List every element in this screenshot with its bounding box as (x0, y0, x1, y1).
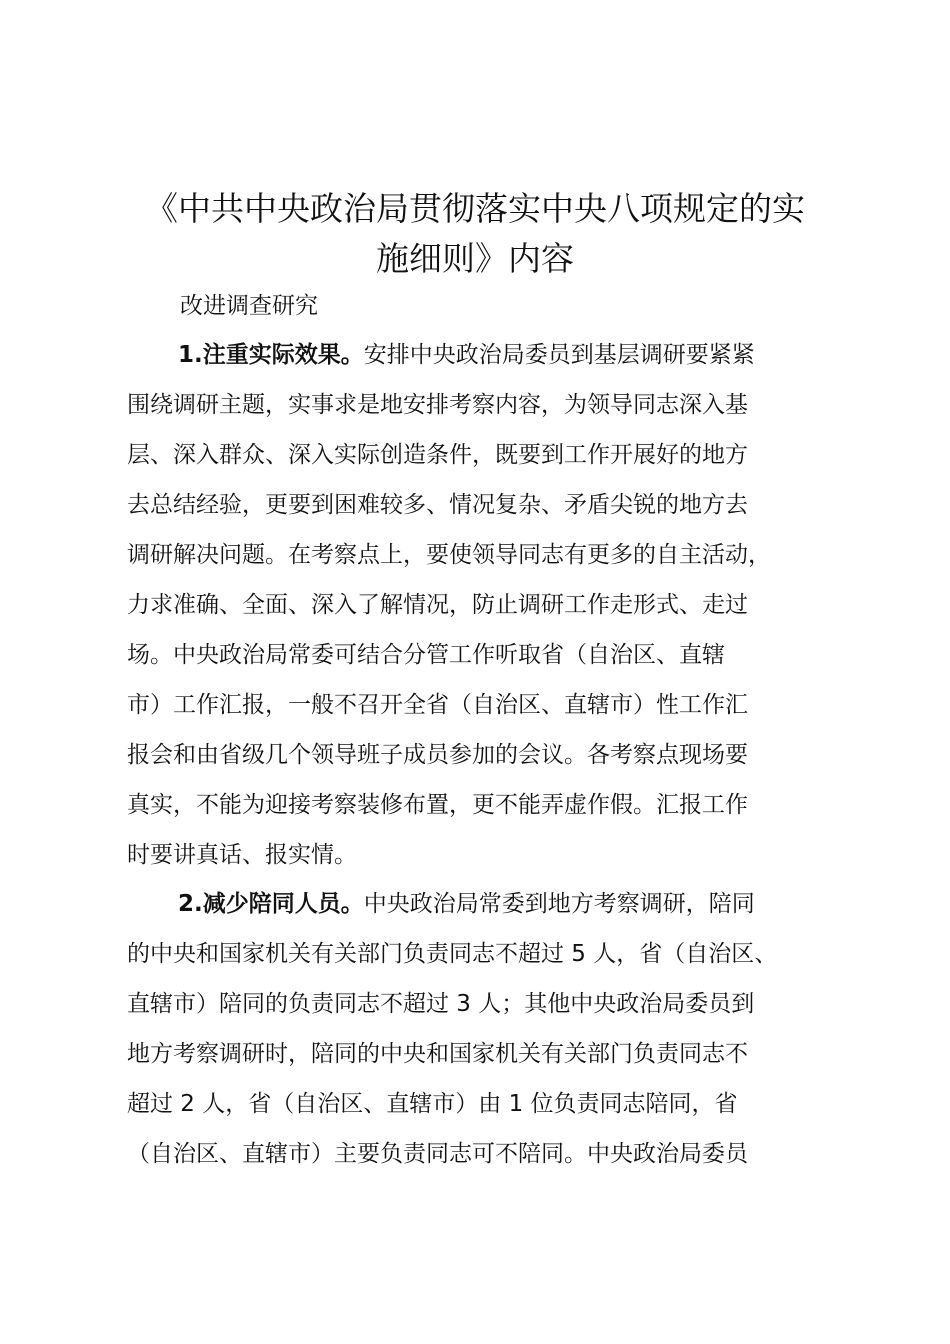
paragraph-text: 安排中央政治局委员到基层调研要紧紧 (363, 342, 755, 368)
paragraph-line: 直辖市）陪同的负责同志不超过 3 人；其他中央政治局委员到 (127, 991, 755, 1017)
paragraph-line (127, 879, 857, 929)
section-heading: 改进调查研究 (180, 293, 318, 319)
paragraph-2 (127, 879, 857, 1179)
paragraph-lead: 2.减少陪同人员。 (178, 891, 364, 917)
paragraph-line: 力求准确、全面、深入了解情况，防止调研工作走形式、走过 (127, 592, 748, 618)
paragraph-line: 场。中央政治局常委可结合分管工作听取省（自治区、直辖 (127, 642, 725, 668)
document-title (110, 184, 840, 284)
paragraph-line: 层、深入群众、深入实际创造条件，既要到工作开展好的地方 (127, 442, 748, 468)
title-line: 施细则》内容 (376, 239, 574, 278)
paragraph-line: 市）工作汇报，一般不召开全省（自治区、直辖市）性工作汇 (127, 692, 748, 718)
paragraph-line: 真实，不能为迎接考察装修布置，更不能弄虚作假。汇报工作 (127, 792, 748, 818)
paragraph-lead: 1.注重实际效果。 (178, 342, 364, 368)
title-line: 《中共中央政治局贯彻落实中央八项规定的实 (145, 189, 805, 228)
paragraph-line: 超过 2 人，省（自治区、直辖市）由 1 位负责同志陪同，省 (127, 1091, 738, 1117)
paragraph-line: 地方考察调研时，陪同的中央和国家机关有关部门负责同志不 (127, 1041, 748, 1067)
paragraph-line: （自治区、直辖市）主要负责同志可不陪同。中央政治局委员 (127, 1141, 748, 1167)
paragraph-line: 报会和由省级几个领导班子成员参加的会议。各考察点现场要 (127, 742, 748, 768)
paragraph-line (127, 330, 857, 380)
paragraph-1 (127, 330, 857, 880)
paragraph-line: 围绕调研主题，实事求是地安排考察内容，为领导同志深入基 (127, 392, 748, 418)
paragraph-line: 去总结经验，更要到困难较多、情况复杂、矛盾尖锐的地方去 (127, 492, 748, 518)
paragraph-text: 中央政治局常委到地方考察调研，陪同 (363, 891, 755, 917)
paragraph-line: 调研解决问题。在考察点上，要使领导同志有更多的自主活动， (127, 542, 771, 568)
paragraph-line: 时要讲真话、报实情。 (127, 842, 357, 868)
paragraph-line: 的中央和国家机关有关部门负责同志不超过 5 人，省（自治区、 (127, 941, 778, 967)
